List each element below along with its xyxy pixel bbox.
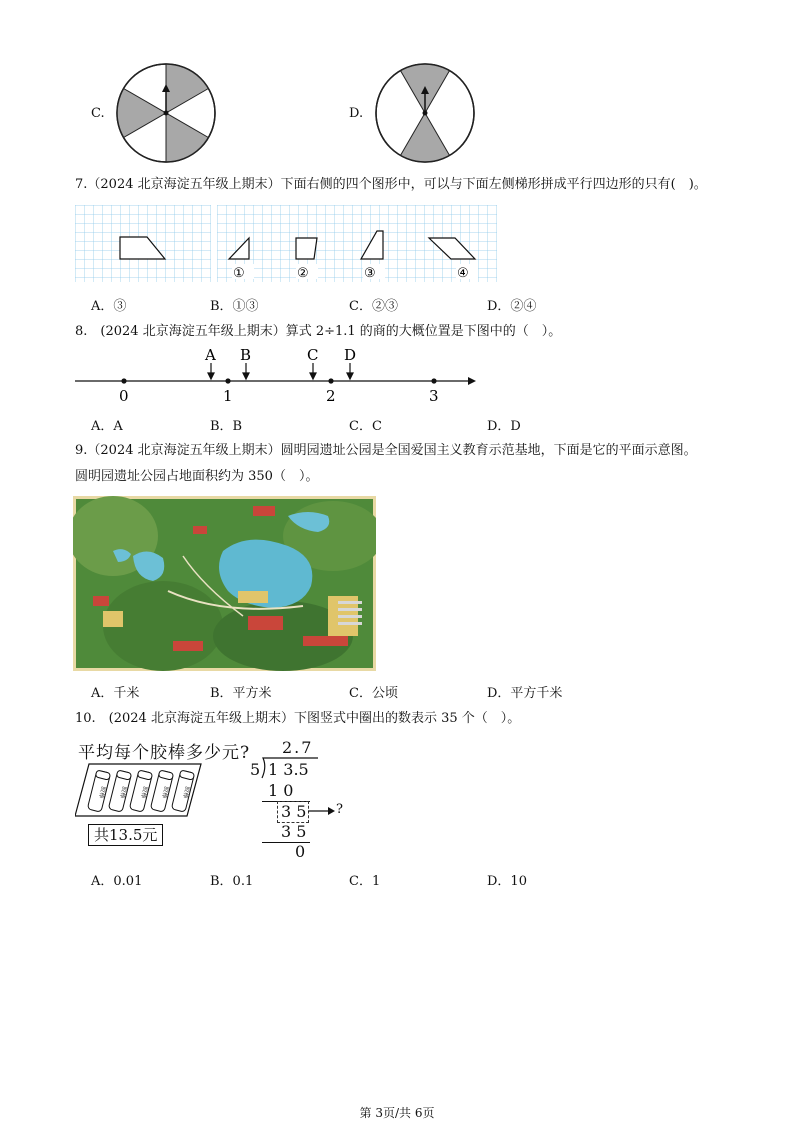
shape-4-label: ④ <box>457 266 469 281</box>
q7-option-a[interactable]: A．③ <box>91 299 127 314</box>
q9-option-c[interactable]: C．公顷 <box>349 686 398 701</box>
remainder: 0 <box>295 842 306 861</box>
q7-text: 7.（2024 北京海淀五年级上期末）下面右侧的四个图形中，可以与下面左侧梯形拼成平行四边形的只有( )。 <box>75 177 707 192</box>
arrow-to-question <box>308 804 336 818</box>
q9-option-b[interactable]: B．平方米 <box>210 686 272 701</box>
point-d-label: D <box>344 346 357 364</box>
tick-1: 1 <box>223 387 233 405</box>
q7-option-b[interactable]: B．①③ <box>210 299 259 314</box>
stick-label-2: 胶棒 <box>118 785 128 799</box>
q8-option-a[interactable]: A．A <box>91 419 123 434</box>
tick-0: 0 <box>119 387 129 405</box>
arrow-label: ? <box>336 802 343 817</box>
stick-label-4: 胶棒 <box>160 785 170 799</box>
dividend: 1 3.5 <box>268 760 309 779</box>
park-map-image <box>73 496 376 671</box>
q7-grid-left <box>75 205 211 282</box>
quotient: 2.7 <box>282 738 314 757</box>
q6-option-c-label: C. <box>91 106 105 121</box>
shape-1-label: ① <box>233 266 245 281</box>
q8-option-c[interactable]: C．C <box>349 419 382 434</box>
point-a-label: A <box>205 346 216 364</box>
q9-option-d[interactable]: D．平方千米 <box>487 686 563 701</box>
q10-option-d[interactable]: D．10 <box>487 874 527 889</box>
q7-option-d[interactable]: D．②④ <box>487 299 537 314</box>
total-price-box <box>88 824 163 846</box>
point-c-label: C <box>307 346 319 364</box>
q10-text: 10. (2024 北京海淀五年级上期末）下图竖式中圈出的数表示 35 个（ ）。 <box>75 711 521 726</box>
q8-option-d[interactable]: D．D <box>487 419 521 434</box>
tick-3: 3 <box>429 387 439 405</box>
stick-label-1: 胶棒 <box>97 785 107 799</box>
q6-option-d-label: D. <box>349 106 364 121</box>
long-division <box>248 738 358 863</box>
divisor: 5 <box>250 760 261 779</box>
q7-option-c[interactable]: C．②③ <box>349 299 398 314</box>
page-footer: 第 3页/共 6页 <box>359 1106 435 1120</box>
q9-text-line2: 圆明园遗址公园占地面积约为 350（ ）。 <box>75 469 319 484</box>
step-2: 3 5 <box>281 802 307 821</box>
q8-number-line <box>70 345 480 405</box>
q8-text: 8. (2024 北京海淀五年级上期末）算式 2÷1.1 的商的大概位置是下图中的（ ）。 <box>75 324 562 339</box>
q7-grid-right <box>217 205 497 282</box>
q6-spinner-c <box>115 62 217 164</box>
glue-sticks-picture <box>75 760 205 820</box>
q10-option-a[interactable]: A．0.01 <box>91 874 143 889</box>
q6-spinner-d <box>374 62 476 164</box>
q10-option-b[interactable]: B．0.1 <box>210 874 254 889</box>
stick-label-5: 胶棒 <box>181 785 191 799</box>
q10-question-label: 平均每个胶棒多少元? <box>78 743 251 763</box>
q9-text-line1: 9.（2024 北京海淀五年级上期末）圆明园遗址公园是全国爱国主义教育示范基地，下面是它的平面示意图。 <box>75 443 697 458</box>
q8-option-b[interactable]: B．B <box>210 419 243 434</box>
stick-label-3: 胶棒 <box>139 785 149 799</box>
point-b-label: B <box>240 346 252 364</box>
q9-option-a[interactable]: A．千米 <box>91 686 140 701</box>
step-3: 3 5 <box>281 822 307 841</box>
shape-3-label: ③ <box>364 266 376 281</box>
step-1: 1 0 <box>268 781 294 800</box>
q10-option-c[interactable]: C．1 <box>349 874 381 889</box>
shape-2 <box>296 238 317 259</box>
total-price: 共13.5元 <box>94 826 158 844</box>
shape-2-label: ② <box>297 266 309 281</box>
tick-2: 2 <box>326 387 336 405</box>
